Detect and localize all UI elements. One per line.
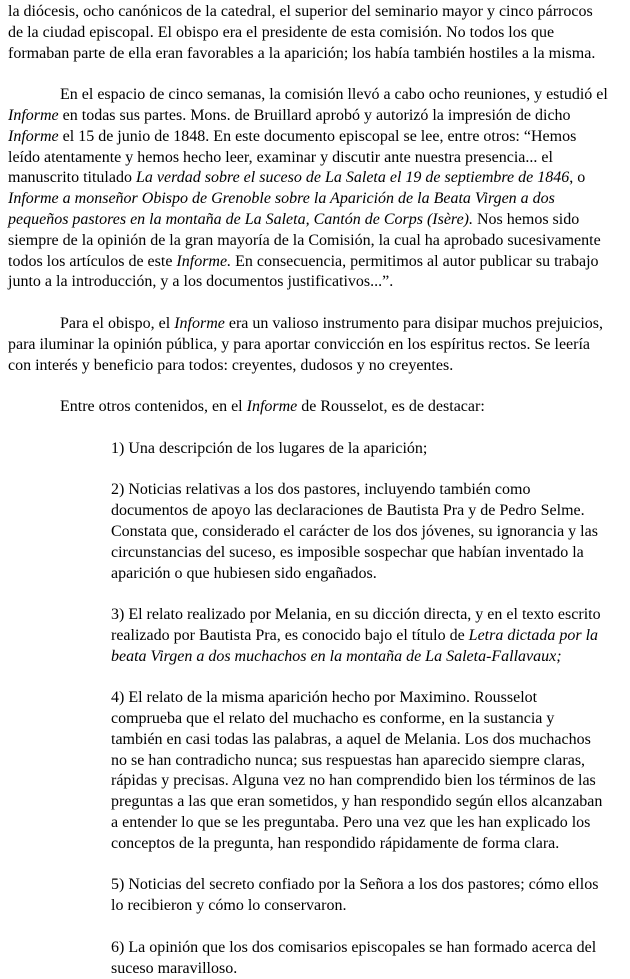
text-segment: el 15 de junio de 1848. En este documento episcopal se lee, entre otros: “Hemos leído atentamente y hemos hecho leer, examinar y discutir ante nuestra presencia... el manuscrito titulado <box>8 127 577 187</box>
paragraph-bishop-opinion <box>8 314 608 376</box>
italic-text-segment: La verdad sobre el suceso de La Saleta el 19 de septiembre de 1846 <box>135 169 570 187</box>
italic-text-segment: Informe <box>8 106 59 124</box>
text-segment: En consecuencia, permitimos al autor publicar su trabajo junto a la introducción, y a los documentos justificativos...”. <box>8 252 599 291</box>
italic-text-segment: Informe <box>8 127 59 145</box>
contents-list <box>8 439 608 979</box>
list-item-secret <box>111 875 608 917</box>
text-segment: en todas sus partes. Mons. de Bruillard aprobó y autorizó la impresión de dicho <box>58 106 571 124</box>
list-item-commissioners-opinion <box>111 938 608 979</box>
list-item-shepherds <box>111 480 608 584</box>
italic-text-segment: Letra dictada por la beata Virgen a dos muchachos en la montaña de La Saleta-Fallavaux; <box>111 626 599 665</box>
text-segment: de Rousselot, es de destacar: <box>297 398 485 416</box>
text-segment: 4) El relato de la misma aparición hecho por Maximino. Rousselot comprueba que el relato del muchacho es conforme, en la sustancia y también en casi todas las palabras, a aquel de Melania. Los dos muchachos no se han contradicho nunca; sus respuestas han aparecido siempre claras, rápidas y precisas. Alguna vez no han comprendido bien los términos de las preguntas a las que eran sometidos, y han respondido según ellos alcanzaban a entender lo que se les preguntaba. Pero una vez que les han explicado los conceptos de la pregunta, han respondido rápidamente de forma clara. <box>111 689 603 852</box>
text-segment: 5) Noticias del secreto confiado por la Señora a los dos pastores; cómo ellos lo recibieron y cómo lo conservaron. <box>111 876 599 915</box>
list-item-melania-account <box>111 605 608 667</box>
italic-text-segment: Informe <box>174 314 225 332</box>
text-segment: 2) Noticias relativas a los dos pastores, incluyendo también como documentos de apoyo las declaraciones de Bautista Pra y de Pedro Selme. Constata que, considerado el carácter de los dos jóvenes, su ignorancia y las circunstancias del suceso, es imposible sospechar que habían inventado la aparición o que hubiesen sido engañados. <box>111 481 598 582</box>
text-segment: En el espacio de cinco semanas, la comisión llevó a cabo ocho reuniones, y estudió el <box>60 86 608 104</box>
text-segment: Entre otros contenidos, en el <box>60 398 247 416</box>
text-segment: , o <box>569 169 586 187</box>
italic-text-segment: Informe a monseñor Obispo de Grenoble sobre la Aparición de la Beata Virgen a dos pequeños pastores en la montaña de La Saleta, Cantón de Corps (Isère). <box>8 190 555 228</box>
paragraph-commission-members <box>8 2 608 64</box>
text-segment: 6) La opinión que los dos comisarios episcopales se han formado acerca del suceso maravilloso. <box>111 938 597 977</box>
italic-text-segment: Informe. <box>176 252 232 270</box>
paragraph-contents-intro <box>60 397 608 418</box>
text-segment: 3) El relato realizado por Melania, en su dicción directa, y en el texto escrito realizado por Bautista Pra, es conocido bajo el título de <box>111 606 601 644</box>
paragraph-commission-study <box>8 85 608 293</box>
list-item-maximino-account <box>111 688 608 854</box>
text-segment: 1) Una descripción de los lugares de la aparición; <box>111 439 428 457</box>
italic-text-segment: Informe <box>246 398 298 416</box>
text-segment: la diócesis, ocho canónicos de la catedral, el superior del seminario mayor y cinco párrocos de la ciudad episcopal. El obispo era el presidente de esta comisión. No todos los que formaban parte de ella eran favorables a la aparición; los había también hostiles a la misma. <box>8 3 596 62</box>
list-item-places <box>111 439 608 460</box>
text-segment: Nos hemos sido siempre de la opinión de la gran mayoría de la Comisión, la cual ha aprobado sucesivamente todos los artículos de este <box>8 210 601 270</box>
text-segment: era un valioso instrumento para disipar muchos prejuicios, para iluminar la opinión pública, y para aportar convicción en los espíritus rectos. Se leería con interés y beneficio para todos: creyentes, dudosos y no creyentes. <box>8 314 603 374</box>
text-segment: Para el obispo, el <box>60 314 175 332</box>
